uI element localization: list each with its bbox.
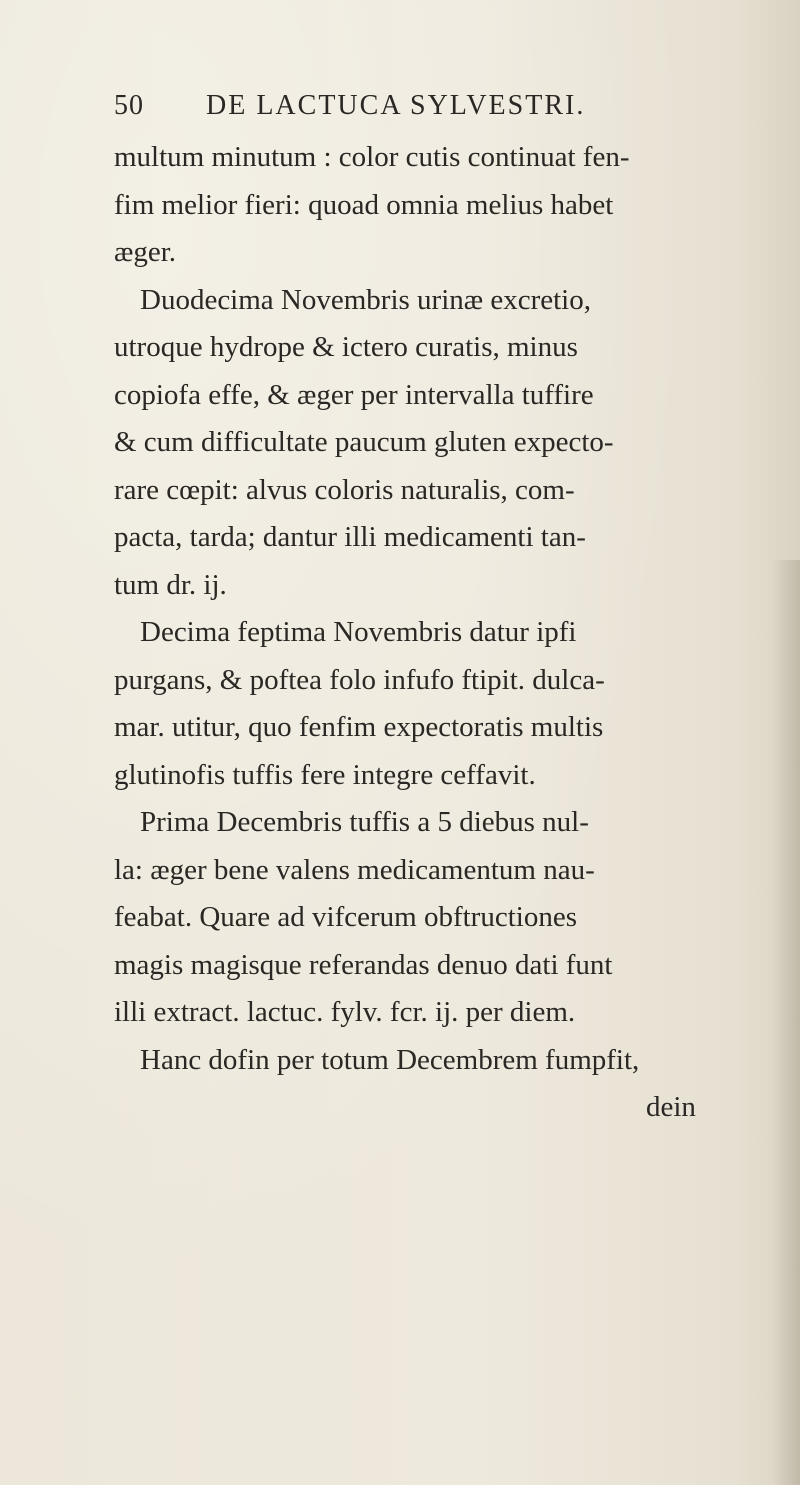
text-line: fim melior fieri: quoad omnia melius habet [114, 188, 614, 221]
running-title: DE LACTUCA SYLVESTRI. [206, 90, 586, 121]
text-line: Duodecima Novembris urinæ excretio, [140, 283, 591, 316]
text-line: feabat. Quare ad vifcerum obftructiones [114, 901, 577, 933]
body-text [114, 134, 774, 1132]
text-line: tum dr. ij. [114, 568, 227, 601]
catchword: dein [646, 1091, 696, 1123]
text-line: glutinofis tuffis fere integre ceffavit. [114, 758, 536, 791]
page-header [114, 90, 754, 130]
text-line: multum minutum : color cutis continuat fen- [114, 141, 630, 173]
text-line: Prima Decembris tuffis a 5 diebus nul- [140, 806, 589, 838]
text-line: Hanc dofin per totum Decembrem fumpfit, [140, 1043, 640, 1076]
text-line: æger. [114, 236, 177, 268]
page-edge-shadow [772, 560, 800, 1485]
text-line: magis magisque referandas denuo dati funt [114, 948, 613, 981]
text-line: Decima feptima Novembris datur ipfi [140, 616, 577, 648]
text-line: & cum difficultate paucum gluten expecto- [114, 426, 614, 458]
page-number: 50 [114, 90, 144, 121]
text-line: rare cœpit: alvus coloris naturalis, com- [114, 473, 575, 506]
text-line: purgans, & poftea folo infufo ftipit. dulca- [114, 663, 605, 696]
text-line: illi extract. lactuc. fylv. fcr. ij. per diem. [114, 996, 576, 1028]
text-line: mar. utitur, quo fenfim expectoratis multis [114, 711, 604, 743]
text-line: copiofa effe, & æger per intervalla tuffire [114, 378, 594, 411]
text-line: utroque hydrope & ictero curatis, minus [114, 331, 578, 363]
text-line: la: æger bene valens medicamentum nau- [114, 853, 595, 886]
text-line: pacta, tarda; dantur illi medicamenti tan- [114, 521, 586, 553]
